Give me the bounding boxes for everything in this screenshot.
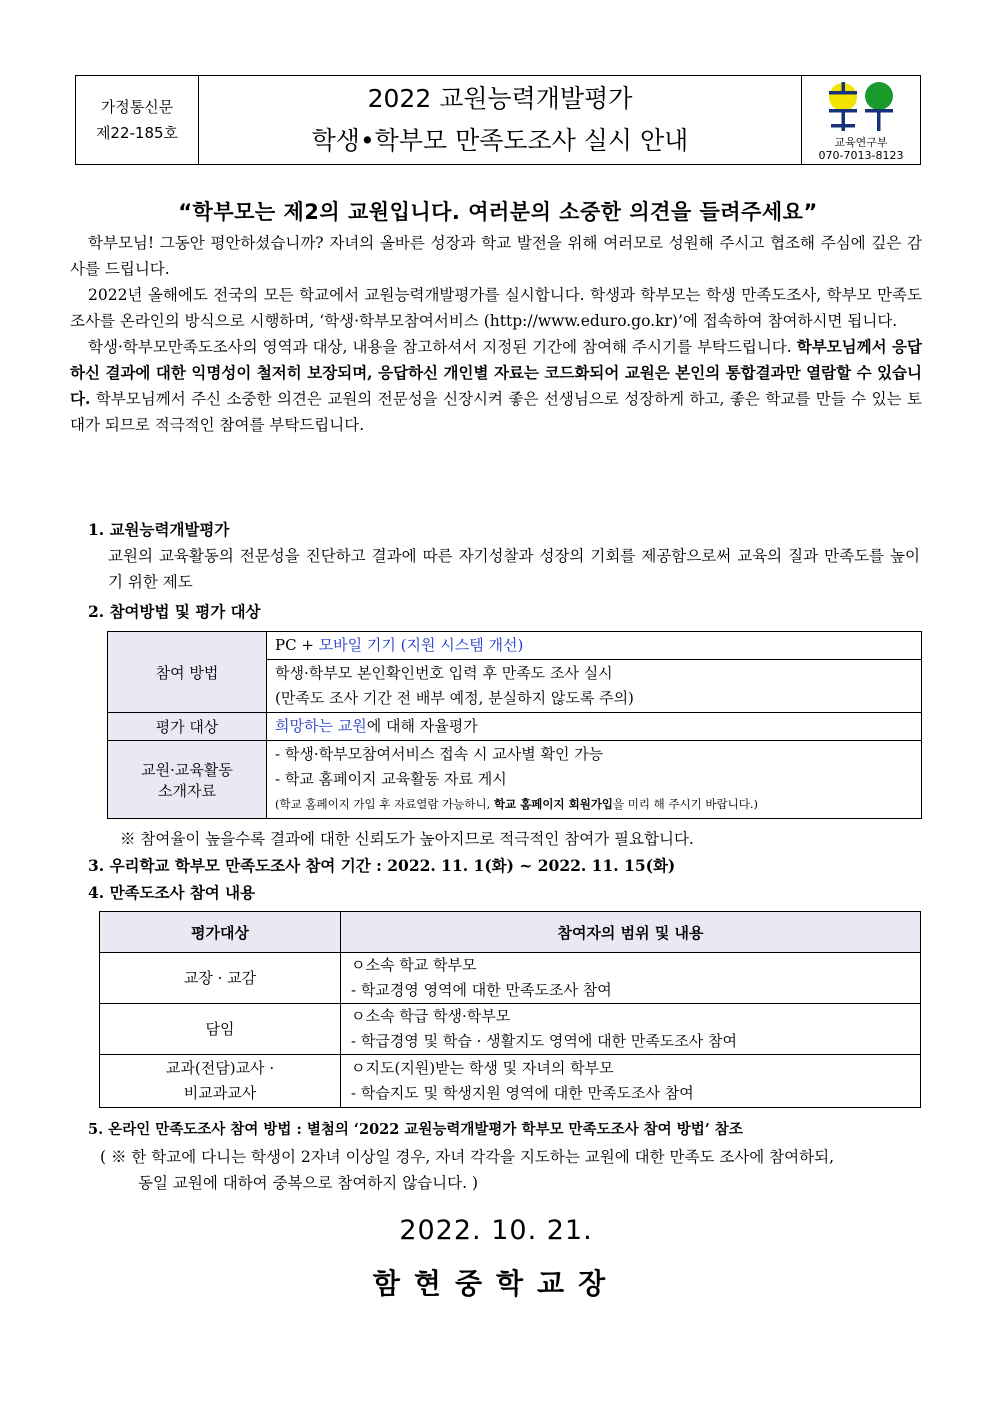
label-materials (108, 741, 267, 819)
method-mobile: 모바일 기기 (지원 시스템 개선) (318, 636, 524, 654)
row-line-1: ㅇ소속 학급 학생·학부모 (351, 1007, 511, 1025)
row-target (100, 1055, 341, 1108)
target-rest: 에 대해 자율평가 (366, 717, 478, 735)
col-target-header: 평가대상 (100, 912, 341, 953)
header-box (75, 75, 921, 165)
slogan: “학부모는 제2의 교원입니다. 여러분의 소중한 의견을 들려주세요” (178, 200, 818, 224)
intro-paragraph-3 (70, 334, 922, 438)
row-line-2: - 학교경영 영역에 대한 만족도조사 참여 (351, 981, 612, 999)
notice-info (76, 76, 199, 164)
survey-content-table (99, 911, 921, 1108)
dept-name: 교육연구부 (834, 136, 888, 149)
target-teacher: 희망하는 교원 (275, 717, 367, 735)
method-steps (267, 660, 922, 713)
row-line-1: ㅇ소속 학교 학부모 (351, 956, 477, 974)
method-pc: PC + (275, 636, 319, 654)
section-5-title: 5. 온라인 만족도조사 참여 방법 : 별첨의 ‘2022 교원능력개발평가 학부모 만족도조사 참여 방법’ 참조 (88, 1121, 743, 1138)
label-materials-2: 소개자료 (158, 781, 216, 800)
method-step-2: (만족도 조사 기간 전 배부 예정, 분실하지 않도록 주의) (275, 689, 634, 707)
title-block (199, 76, 802, 164)
section-1-body: 교원의 교육활동의 전문성을 진단하고 결과에 따른 자기성찰과 성장의 기회를 제공함으로써 교육의 질과 만족도를 높이기 위한 제도 (108, 547, 920, 591)
row-content (341, 953, 921, 1004)
dept-block (802, 76, 920, 164)
intro-paragraph-2: 2022년 올해에도 전국의 모든 학교에서 교원능력개발평가를 실시합니다. 학생과 학부모는 학생 만족도조사, 학부모 만족도조사를 온라인의 방식으로 시행하며, ‘학생·학부모참여서비스 (http://www.eduro.go.kr)’에 접속하여 참여하시면 됩니다. (70, 286, 922, 330)
row-target-line-1: 교과(전담)교사 · (165, 1059, 275, 1077)
dept-phone: 070-7013-8123 (818, 149, 904, 162)
method-step-1: 학생·학부모 본인확인번호 입력 후 만족도 조사 실시 (275, 664, 613, 682)
intro-p3-emphasis: 학부모님께서 응답하신 결과에 대한 익명성이 철저히 보장되며, 응답하신 개인별 자료는 코드화되어 교원은 본인의 통합결과만 열람할 수 있습니다. (70, 337, 922, 408)
section-5-note-1: ( ※ 한 학교에 다니는 학생이 2자녀 이상일 경우, 자녀 각각을 지도하는 교원에 대한 만족도 조사에 참여하되, (100, 1148, 834, 1166)
table-row (100, 1004, 921, 1055)
section-4-title: 4. 만족도조사 참여 내용 (88, 883, 256, 902)
row-target: 담임 (100, 1004, 341, 1055)
notice-type: 가정통신문 (100, 98, 174, 116)
section-3-title: 3. 우리학교 학부모 만족도조사 참여 기간 : 2022. 11. 1(화) ~ 2022. 11. 15(화) (88, 856, 676, 875)
school-logo-icon (823, 78, 899, 136)
target-value (267, 713, 922, 741)
materials-line-1: - 학생·학부모참여서비스 접속 시 교사별 확인 가능 (275, 745, 604, 763)
row-target: 교장 · 교감 (100, 953, 341, 1004)
notice-number: 제22-185호 (95, 124, 179, 142)
table-row (100, 1055, 921, 1108)
method-device (267, 632, 922, 660)
materials-line-2: - 학교 홈페이지 교육활동 자료 게시 (275, 770, 507, 788)
materials-note-a: (학교 홈페이지 가입 후 자료열람 가능하니, (275, 797, 494, 811)
participation-table (107, 631, 922, 819)
materials-note-bold: 학교 홈페이지 회원가입 (493, 797, 614, 811)
section-2-note: ※ 참여율이 높을수록 결과에 대한 신뢰도가 높아지므로 적극적인 참여가 필요합니다. (120, 830, 694, 848)
section-2-title: 2. 참여방법 및 평가 대상 (88, 602, 261, 621)
row-content (341, 1055, 921, 1108)
title-line-2: 학생•학부모 만족도조사 실시 안내 (311, 126, 689, 155)
materials-line-3 (275, 792, 913, 817)
label-target: 평가 대상 (108, 713, 267, 741)
row-target-line-2: 비교과교사 (183, 1084, 257, 1102)
label-materials-1: 교원·교육활동 (141, 760, 233, 779)
title-line-1: 2022 교원능력개발평가 (367, 84, 633, 113)
row-content (341, 1004, 921, 1055)
materials-note-b: 을 미리 해 주시기 바랍니다.) (613, 797, 759, 811)
row-line-2: - 학급경영 및 학습 · 생활지도 영역에 대한 만족도조사 참여 (351, 1032, 738, 1050)
intro-p3-end: 학부모님께서 주신 소중한 의견은 교원의 전문성을 신장시켜 좋은 선생님으로 성장하게 하고, 좋은 학교를 만들 수 있는 토대가 되므로 적극적인 참여를 부탁드립니다. (70, 390, 922, 434)
principal-signature: 함현중학교장 (372, 1267, 620, 1300)
issue-date: 2022. 10. 21. (399, 1215, 593, 1246)
section-1-title: 1. 교원능력개발평가 (88, 520, 230, 539)
intro-text (70, 230, 922, 438)
label-method: 참여 방법 (108, 632, 267, 713)
row-line-2: - 학습지도 및 학생지원 영역에 대한 만족도조사 참여 (351, 1084, 694, 1102)
col-content-header: 참여자의 범위 및 내용 (341, 912, 921, 953)
materials-value (267, 741, 922, 819)
table-row (100, 953, 921, 1004)
section-5-note-2: 동일 교원에 대하여 중복으로 참여하지 않습니다. ) (138, 1174, 478, 1192)
intro-p3-start: 학생·학부모만족도조사의 영역과 대상, 내용을 참고하셔서 지정된 기간에 참여해 주시기를 부탁드립니다. (88, 338, 797, 356)
intro-paragraph-1: 학부모님! 그동안 평안하셨습니까? 자녀의 올바른 성장과 학교 발전을 위해 여러모로 성원해 주시고 협조해 주심에 깊은 감사를 드립니다. (70, 234, 922, 278)
row-line-1: ㅇ지도(지원)받는 학생 및 자녀의 학부모 (351, 1059, 614, 1077)
